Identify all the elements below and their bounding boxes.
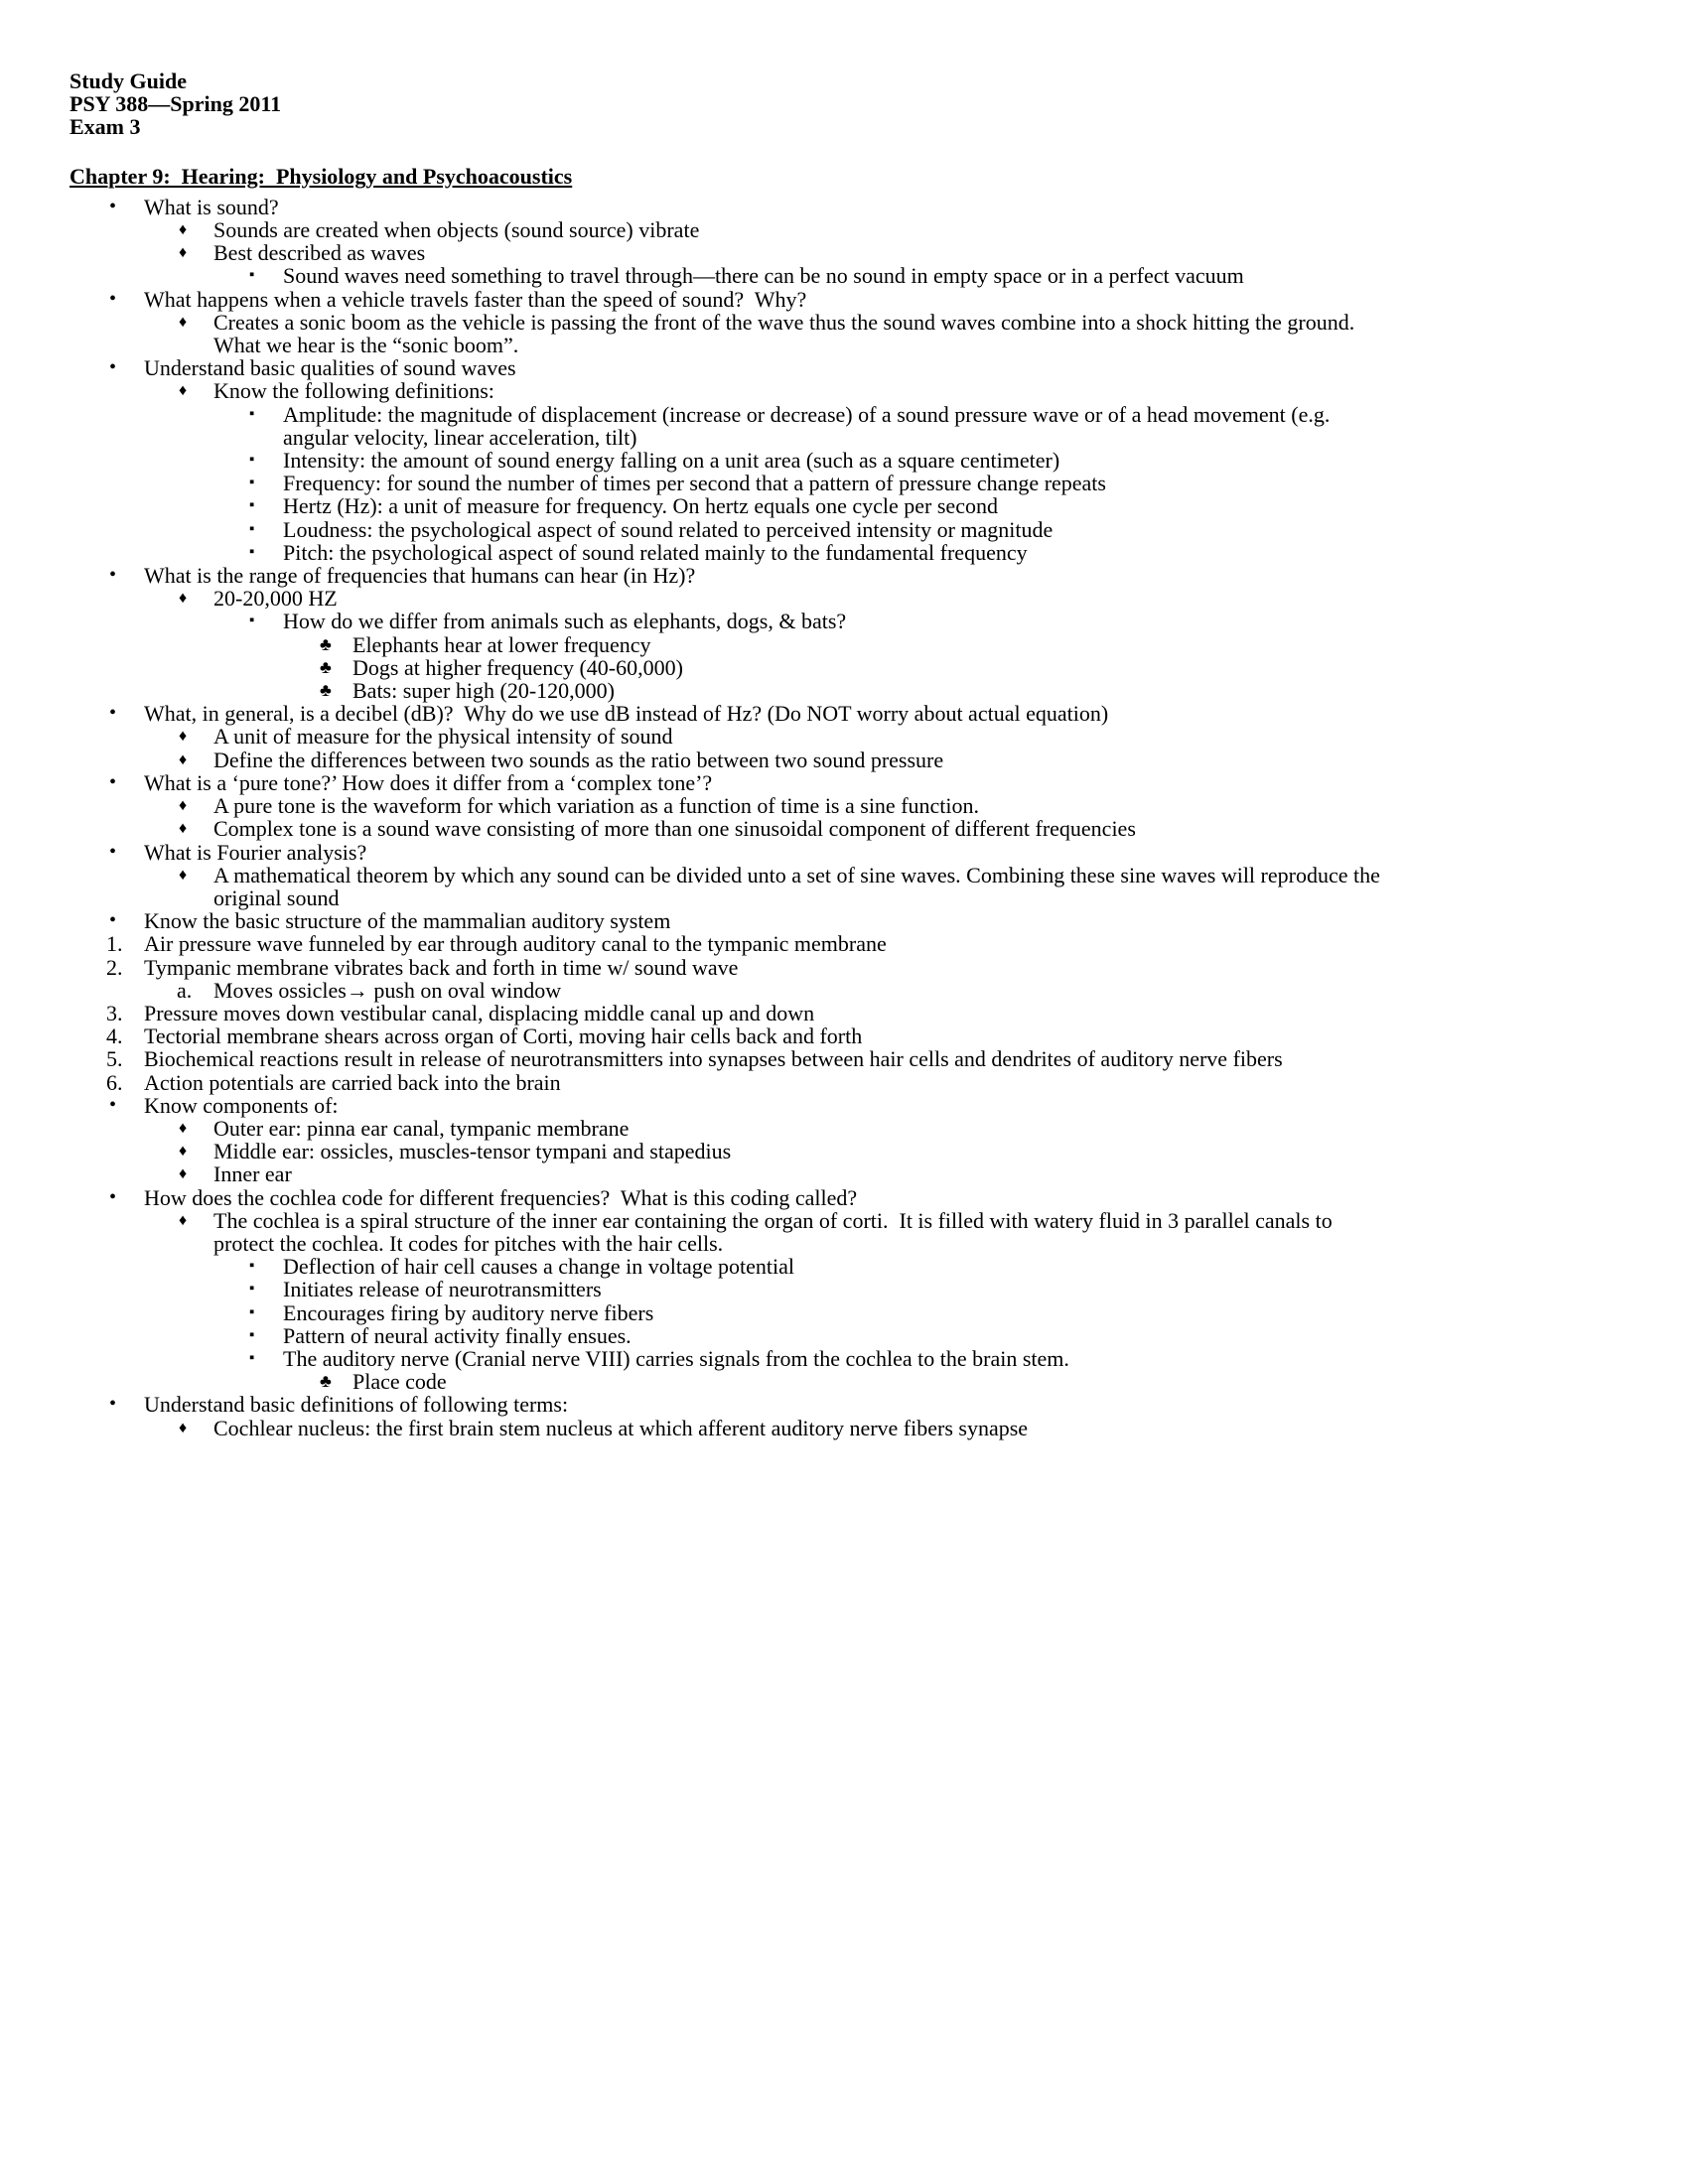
- outline-item: [70, 841, 1390, 864]
- outline-item: [70, 1002, 1390, 1024]
- outline-item: [70, 979, 1390, 1002]
- bullet-square-icon: ▪: [249, 1349, 255, 1366]
- bullet-diamond-icon: ♦: [179, 820, 188, 838]
- outline-item: [70, 1186, 1390, 1209]
- bullet-disc-icon: •: [109, 1093, 117, 1116]
- bullet-club-icon: ♣: [320, 656, 332, 677]
- outline-item-text: Best described as waves: [213, 240, 426, 266]
- number-label: 6.: [106, 1069, 123, 1095]
- outline-item: [70, 472, 1390, 494]
- outline-item: [70, 794, 1390, 817]
- outline-item: [70, 288, 1390, 311]
- outline-item-text: Pattern of neural activity finally ensues.: [283, 1322, 632, 1348]
- outline-item: [70, 1301, 1390, 1324]
- outline-item-text: What is a ‘pure tone?’ How does it differ from a ‘complex tone’?: [144, 769, 713, 795]
- outline-item-text: Know the following definitions:: [213, 378, 494, 404]
- bullet-diamond-icon: ♦: [179, 728, 188, 746]
- outline-item: [70, 587, 1390, 610]
- outline-item: [70, 241, 1390, 264]
- number-label: 4.: [106, 1024, 123, 1049]
- bullet-disc-icon: •: [109, 1393, 117, 1416]
- outline-item: [70, 264, 1390, 287]
- outline-item-text: Dogs at higher frequency (40-60,000): [352, 654, 683, 680]
- outline-item: [70, 1094, 1390, 1117]
- bullet-disc-icon: •: [109, 909, 117, 932]
- bullet-diamond-icon: ♦: [179, 1119, 188, 1137]
- outline-item-text: Air pressure wave funneled by ear through auditory canal to the tympanic membrane: [144, 931, 887, 957]
- number-label: 1.: [106, 931, 123, 957]
- outline-item: [70, 1370, 1390, 1393]
- outline-item-text: Sound waves need something to travel through—there can be no sound in empty space or in a perfect vacuum: [283, 263, 1244, 289]
- bullet-diamond-icon: ♦: [179, 382, 188, 400]
- outline-item-text: A pure tone is the waveform for which variation as a function of time is a sine function.: [213, 793, 980, 819]
- outline-item: [70, 564, 1390, 587]
- outline-item: [70, 1393, 1390, 1416]
- outline-item-text: Loudness: the psychological aspect of sound related to perceived intensity or magnitude: [283, 516, 1054, 542]
- bullet-square-icon: ▪: [249, 1281, 255, 1297]
- bullet-square-icon: ▪: [249, 1303, 255, 1320]
- outline-item: [70, 1324, 1390, 1347]
- outline-item-text: Moves ossicles→ push on oval window: [213, 977, 562, 1003]
- bullet-diamond-icon: ♦: [179, 1143, 188, 1160]
- outline-item-text: Pressure moves down vestibular canal, displacing middle canal up and down: [144, 1000, 815, 1025]
- bullet-diamond-icon: ♦: [179, 221, 188, 239]
- bullet-diamond-icon: ♦: [179, 1419, 188, 1436]
- doc-title: Study Guide: [70, 68, 187, 93]
- outline-item-text: What is the range of frequencies that humans can hear (in Hz)?: [144, 563, 696, 589]
- bullet-square-icon: ▪: [249, 1258, 255, 1275]
- outline-item: [70, 1278, 1390, 1300]
- outline-item-text: Deflection of hair cell causes a change in voltage potential: [283, 1254, 794, 1280]
- outline-item: [70, 679, 1390, 702]
- outline-item-text: Tympanic membrane vibrates back and forth in time w/ sound wave: [144, 954, 739, 980]
- outline-item: [70, 196, 1390, 218]
- outline-item: [70, 1024, 1390, 1047]
- outline-item-text: The cochlea is a spiral structure of the inner ear containing the organ of corti. It is filled with watery fluid in 3 parallel canals to protect the cochlea. It codes for pitches with the hair cells.: [213, 1207, 1338, 1256]
- outline-item-text: Amplitude: the magnitude of displacement (increase or decrease) of a sound pressure wave or of a head movement (e.g. angular velocity, linear acceleration, tilt): [283, 401, 1336, 450]
- outline-item-text: Inner ear: [213, 1161, 292, 1187]
- outline-item-text: Outer ear: pinna ear canal, tympanic membrane: [213, 1115, 630, 1141]
- outline-item: [70, 494, 1390, 517]
- bullet-club-icon: ♣: [320, 680, 332, 701]
- outline-item-text: What, in general, is a decibel (dB)? Why do we use dB instead of Hz? (Do NOT worry about actual equation): [144, 701, 1109, 727]
- bullet-square-icon: ▪: [249, 543, 255, 560]
- outline-item: [70, 356, 1390, 379]
- bullet-diamond-icon: ♦: [179, 590, 188, 608]
- outline-item: [70, 1417, 1390, 1439]
- outline-list: [70, 196, 1390, 1439]
- outline-item-text: A mathematical theorem by which any sound can be divided unto a set of sine waves. Combining these sine waves will reproduce the original sound: [213, 862, 1386, 910]
- bullet-square-icon: ▪: [249, 267, 255, 284]
- outline-item-text: Understand basic definitions of following terms:: [144, 1392, 569, 1418]
- bullet-diamond-icon: ♦: [179, 313, 188, 331]
- bullet-diamond-icon: ♦: [179, 751, 188, 768]
- outline-item: [70, 403, 1390, 449]
- outline-item: [70, 218, 1390, 241]
- outline-item-text: Define the differences between two sounds as the ratio between two sound pressure: [213, 747, 944, 772]
- outline-item-text: Understand basic qualities of sound waves: [144, 355, 516, 381]
- outline-item: [70, 379, 1390, 402]
- number-label: 3.: [106, 1000, 123, 1025]
- course-code: PSY 388—Spring 2011: [70, 91, 282, 117]
- bullet-diamond-icon: ♦: [179, 866, 188, 884]
- outline-item: [70, 1117, 1390, 1140]
- bullet-diamond-icon: ♦: [179, 1165, 188, 1183]
- bullet-disc-icon: •: [109, 564, 117, 587]
- outline-item: [70, 1347, 1390, 1370]
- outline-item-text: Hertz (Hz): a unit of measure for frequency. On hertz equals one cycle per second: [283, 493, 998, 519]
- outline-item: [70, 1047, 1390, 1070]
- bullet-square-icon: ▪: [249, 1326, 255, 1343]
- outline-item-text: Know components of:: [144, 1092, 339, 1118]
- outline-item: [70, 771, 1390, 794]
- bullet-square-icon: ▪: [249, 497, 255, 514]
- outline-item-text: 20-20,000 HZ: [213, 586, 338, 612]
- bullet-square-icon: ▪: [249, 405, 255, 422]
- bullet-diamond-icon: ♦: [179, 244, 188, 262]
- bullet-disc-icon: •: [109, 356, 117, 379]
- outline-item-text: Complex tone is a sound wave consisting of more than one sinusoidal component of different frequencies: [213, 816, 1136, 842]
- outline-item-text: Pitch: the psychological aspect of sound related mainly to the fundamental frequency: [283, 539, 1028, 565]
- outline-item: [70, 749, 1390, 771]
- outline-item-text: Intensity: the amount of sound energy falling on a unit area (such as a square centimeter): [283, 448, 1060, 474]
- bullet-square-icon: ▪: [249, 452, 255, 469]
- outline-item-text: Creates a sonic boom as the vehicle is passing the front of the wave thus the sound waves combine into a shock hitting the ground. What we hear is the “sonic boom”.: [213, 309, 1360, 358]
- outline-item: [70, 1255, 1390, 1278]
- bullet-disc-icon: •: [109, 840, 117, 863]
- outline-item-text: Middle ear: ossicles, muscles-tensor tympani and stapedius: [213, 1139, 732, 1164]
- document-header: [70, 69, 1390, 139]
- bullet-square-icon: ▪: [249, 613, 255, 629]
- bullet-square-icon: ▪: [249, 475, 255, 491]
- bullet-diamond-icon: ♦: [179, 1211, 188, 1229]
- outline-item-text: Bats: super high (20-120,000): [352, 678, 615, 704]
- outline-item: [70, 725, 1390, 748]
- outline-item-text: A unit of measure for the physical intensity of sound: [213, 724, 673, 750]
- outline-item-text: Place code: [352, 1369, 447, 1395]
- outline-item: [70, 864, 1390, 909]
- outline-item: [70, 956, 1390, 979]
- bullet-club-icon: ♣: [320, 1371, 332, 1392]
- outline-item: [70, 541, 1390, 564]
- exam-label: Exam 3: [70, 114, 141, 140]
- bullet-club-icon: ♣: [320, 633, 332, 654]
- outline-item: [70, 311, 1390, 356]
- number-label: 2.: [106, 954, 123, 980]
- bullet-disc-icon: •: [109, 1185, 117, 1208]
- outline-item-text: Tectorial membrane shears across organ of Corti, moving hair cells back and forth: [144, 1024, 863, 1049]
- outline-item-text: Cochlear nucleus: the first brain stem nucleus at which afferent auditory nerve fibers synapse: [213, 1415, 1029, 1440]
- outline-item: [70, 633, 1390, 656]
- outline-item: [70, 1162, 1390, 1185]
- outline-item-text: Frequency: for sound the number of times per second that a pattern of pressure change repeats: [283, 471, 1106, 496]
- outline-item-text: Know the basic structure of the mammalian auditory system: [144, 908, 671, 934]
- outline-item-text: Sounds are created when objects (sound source) vibrate: [213, 217, 700, 243]
- outline-item: [70, 449, 1390, 472]
- outline-item-text: What happens when a vehicle travels faster than the speed of sound? Why?: [144, 286, 807, 312]
- outline-item-text: How does the cochlea code for different frequencies? What is this coding called?: [144, 1184, 858, 1210]
- letter-label: a.: [177, 977, 193, 1003]
- outline-item: [70, 610, 1390, 632]
- outline-item-text: Action potentials are carried back into the brain: [144, 1069, 561, 1095]
- outline-item-text: Elephants hear at lower frequency: [352, 631, 651, 657]
- bullet-disc-icon: •: [109, 287, 117, 310]
- outline-item: [70, 1140, 1390, 1162]
- outline-item: [70, 909, 1390, 932]
- outline-item: [70, 656, 1390, 679]
- number-label: 5.: [106, 1046, 123, 1072]
- bullet-square-icon: ▪: [249, 520, 255, 537]
- bullet-disc-icon: •: [109, 195, 117, 217]
- outline-item: [70, 702, 1390, 725]
- outline-item-text: Encourages firing by auditory nerve fibers: [283, 1299, 654, 1325]
- outline-item-text: How do we differ from animals such as elephants, dogs, & bats?: [283, 609, 847, 634]
- outline-item: [70, 932, 1390, 955]
- outline-item-text: The auditory nerve (Cranial nerve VIII) carries signals from the cochlea to the brain stem.: [283, 1345, 1069, 1371]
- outline-item-text: Initiates release of neurotransmitters: [283, 1277, 602, 1302]
- chapter-heading: Chapter 9: Hearing: Physiology and Psychoacoustics: [70, 163, 573, 189]
- outline-item: [70, 1071, 1390, 1094]
- bullet-disc-icon: •: [109, 702, 117, 725]
- outline-item-text: What is sound?: [144, 194, 279, 219]
- outline-item: [70, 817, 1390, 840]
- bullet-diamond-icon: ♦: [179, 797, 188, 815]
- outline-item: [70, 518, 1390, 541]
- outline-item-text: Biochemical reactions result in release of neurotransmitters into synapses between hair cells and dendrites of auditory nerve fibers: [144, 1046, 1283, 1072]
- outline-item-text: What is Fourier analysis?: [144, 839, 367, 865]
- bullet-disc-icon: •: [109, 770, 117, 793]
- outline-item: [70, 1209, 1390, 1255]
